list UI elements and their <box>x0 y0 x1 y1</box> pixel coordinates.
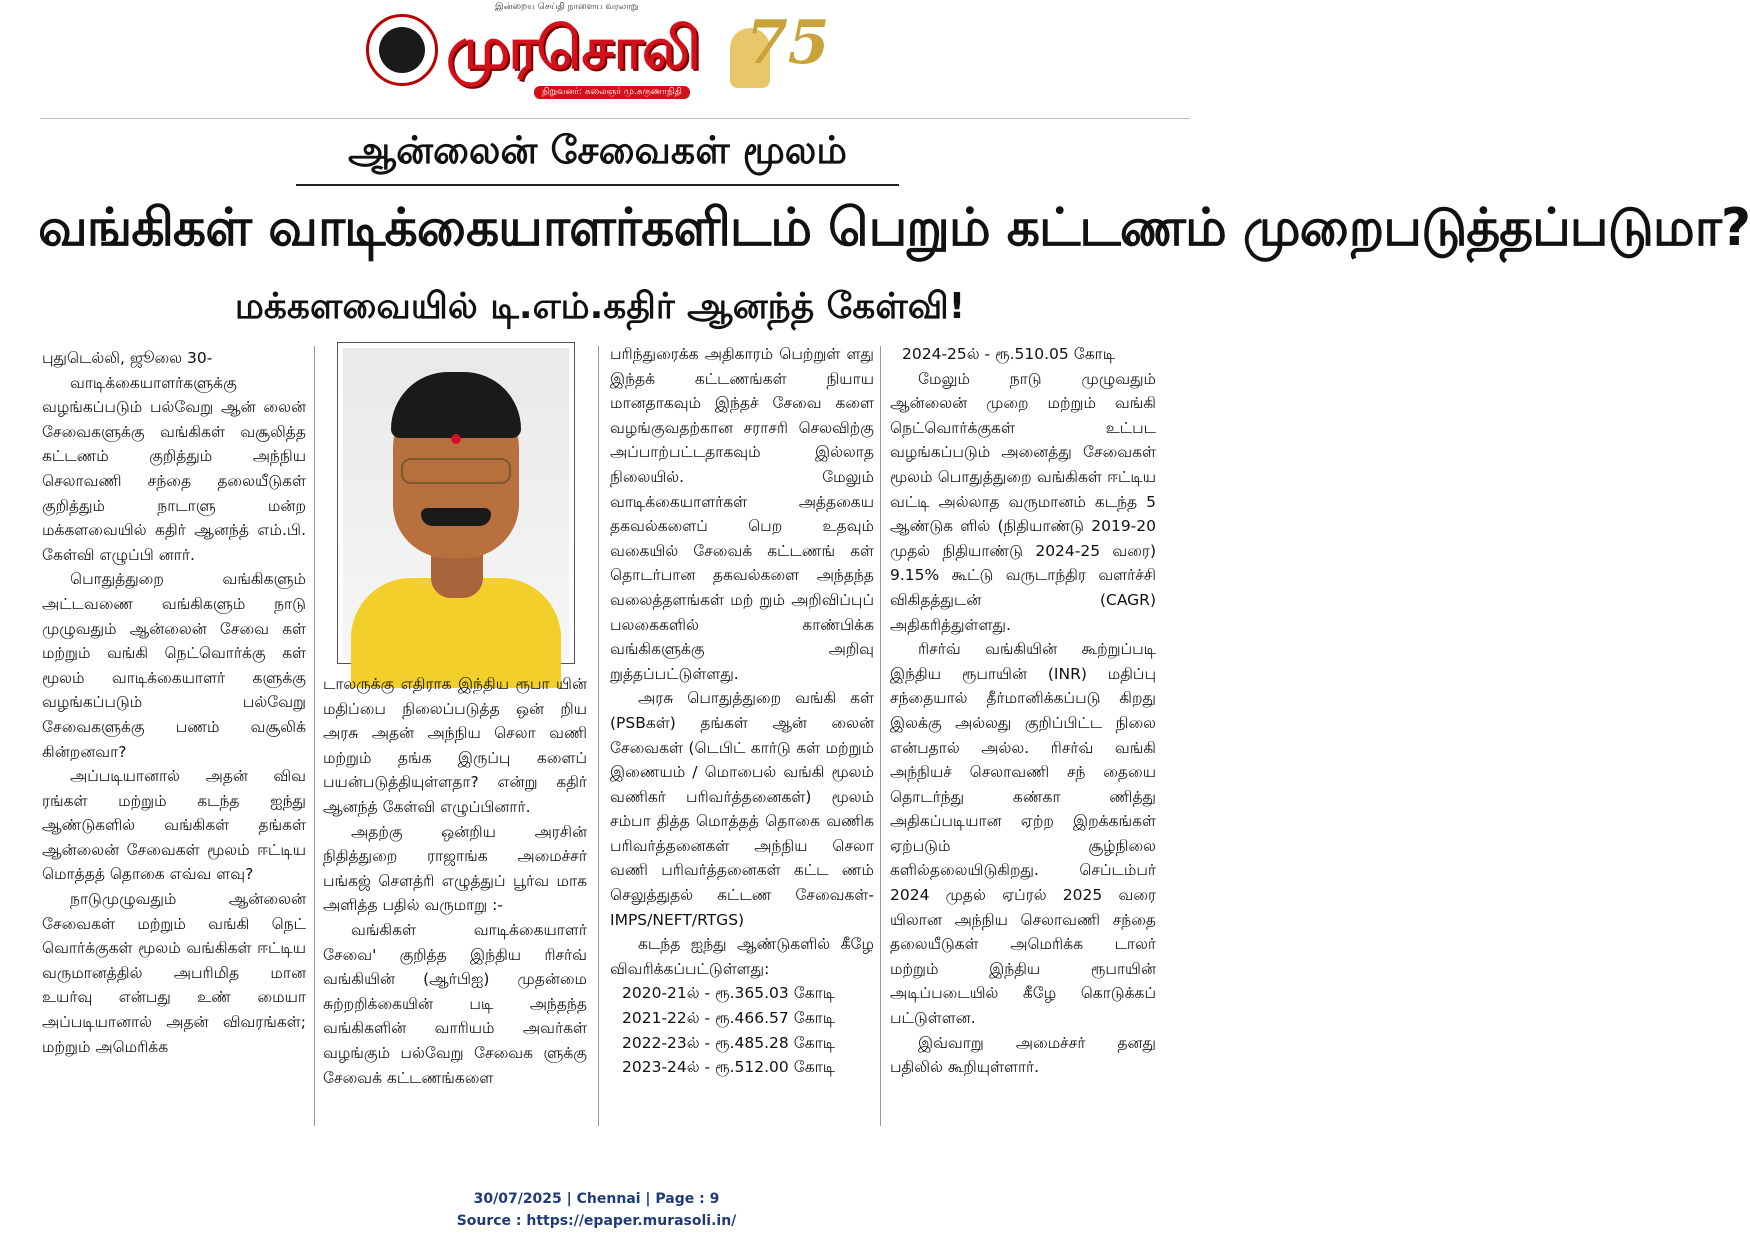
paragraph: டாலருக்கு எதிராக இந்திய ரூபா யின் மதிப்பை நிலைப்படுத்த ஒன் றிய அரசு அதன் அந்நிய செலா வணி மற்றும் தங்க இருப்பு களைப் பயன்படுத்தியுள்ளதா? என்று கதிர் ஆனந்த் கேள்வி எழுப்பினார். <box>323 675 587 816</box>
article-column-2 <box>323 672 587 1090</box>
paragraph: இவ்வாறு அமைச்சர் தனது பதிலில் கூறியுள்ளார். <box>890 1033 1156 1077</box>
party-seal-icon <box>366 14 438 86</box>
footer-dateline: 30/07/2025 | Chennai | Page : 9 <box>473 1191 720 1207</box>
paragraph: அரசு பொதுத்துறை வங்கி கள் (PSBகள்) தங்கள் ஆன் லைன் சேவைகள் (டெபிட் கார்டு கள் மற்றும் இணையம் / மொபைல் வங்கி மூலம் வணிகர் பரிவர்த்தனைகள்) மூலம் சம்பா தித்த மொத்தத் தொகை வணிக பரிவர்த்தனைகள் அந்நிய செலா வணி பரிவர்த்தனைகள் கட்ட ணம் செலுத்துதல் கட்டண சேவைகள்-IMPS/NEFT/RTGS) <box>610 689 874 929</box>
earnings-row: 2023-24ல் - ரூ.512.00 கோடி <box>622 1058 836 1077</box>
paragraph: வாடிக்கையாளர்களுக்கு வழங்கப்படும் பல்வேறு ஆன் லைன் சேவைகளுக்கு வங்கிகள் வசூலித்த கட்டணம் குறித்தும் அந்நிய செலாவணி சந்தை தலையீடுகள் குறித்தும் நாடாளு மன்ற மக்களவையில் கதிர் ஆனந்த் எம்.பி. கேள்வி எழுப்பி னார். <box>42 373 306 564</box>
column-divider <box>314 346 315 1126</box>
paragraph: நாடுமுழுவதும் ஆன்லைன் சேவைகள் மற்றும் வங்கி நெட் வொர்க்குகள் மூலம் வங்கிகள் ஈட்டிய வருமானத்தில் அபரிமித மான உயர்வு என்பது உண் மையா அப்படியானால் அதன் விவரங்கள்; மற்றும் அமெரிக்க <box>42 890 306 1056</box>
paragraph: பொதுத்துறை வங்கிகளும் அட்டவணை வங்கிகளும் நாடு முழுவதும் ஆன்லைன் சேவை கள் மற்றும் வங்கி நெட்வொர்க்கு கள் மூலம் வாடிக்கையாளர் களுக்கு வழங்கப்படும் பல்வேறு சேவைகளுக்கு பணம் வசூலிக் கின்றனவா? <box>42 570 306 761</box>
page-footer <box>0 1188 1193 1232</box>
masthead <box>0 0 1193 118</box>
paragraph: பரிந்துரைக்க அதிகாரம் பெற்றுள் ளது இந்தக் கட்டணங்கள் நியாய மானதாகவும் இந்தச் சேவை களை வழங்குவதற்கான சராசரி செலவிற்கு அப்பாற்பட்டதாகவும் இல்லாத நிலையில். மேலும் வாடிக்கையாளர்கள் அத்தகைய தகவல்களைப் பெற உதவும் வகையில் சேவைக் கட்டணங் கள் தொடர்பான தகவல்களை அந்தந்த வலைத்தளங்கள் மற் றும் அறிவிப்புப் பலகைகளில் காண்பிக்க வங்கிகளுக்கு அறிவு றுத்தப்பட்டுள்ளது. <box>610 345 874 683</box>
paragraph: கடந்த ஐந்து ஆண்டுகளில் கீழே விவரிக்கப்பட்டுள்ளது: <box>610 935 874 978</box>
paragraph: அப்படியானால் அதன் விவ ரங்கள் மற்றும் கடந்த ஐந்து ஆண்டுகளில் வங்கிகள் தங்கள் ஆன்லைன் சேவைகள் மூலம் ஈட்டிய மொத்தத் தொகை எவ்வ ளவு? <box>42 767 306 884</box>
paragraph: அதற்கு ஒன்றிய அரசின் நிதித்துறை ராஜாங்க அமைச்சர் பங்கஜ் சௌத்ரி எழுத்துப் பூர்வ மாக அளித்த பதில் வருமாறு :- <box>323 822 587 915</box>
dateline: புதுடெல்லி, ஜூலை 30- <box>42 349 213 367</box>
article-headline: வங்கிகள் வாடிக்கையாளர்களிடம் பெறும் கட்டணம் முறைபடுத்தப்படுமா? <box>38 198 1750 258</box>
paragraph: மேலும் நாடு முழுவதும் ஆன்லைன் முறை மற்றும் வங்கி நெட்வொர்க்குகள் உட்பட வழங்கப்படும் அனைத்து சேவைகள் மூலம் பொதுத்துறை வங்கிகள் ஈட்டிய வட்டி அல்லாத வருமானம் கடந்த 5 ஆண்டுக ளில் (நிதியாண்டு 2019-20 முதல் நிதியாண்டு 2024-25 வரை) 9.15% கூட்டு வருடாந்திர வளர்ச்சி விகிதத்துடன் (CAGR) அதிகரித்துள்ளது. <box>890 369 1156 634</box>
article-column-3 <box>610 342 874 1080</box>
masthead-divider <box>40 118 1190 119</box>
footer-source-link[interactable]: Source : https://epaper.murasoli.in/ <box>456 1213 737 1229</box>
logo-text: முரசொலி <box>446 14 699 82</box>
column-divider <box>880 346 881 1126</box>
portrait-photo-icon <box>343 348 569 658</box>
article-column-4 <box>890 342 1156 1080</box>
newspaper-logo <box>446 10 728 100</box>
earnings-row: 2021-22ல் - ரூ.466.57 கோடி <box>622 1009 836 1028</box>
article-kicker: ஆன்லைன் சேவைகள் மூலம் <box>296 128 899 186</box>
earnings-row: 2024-25ல் - ரூ.510.05 கோடி <box>902 345 1116 363</box>
column-divider <box>598 346 599 1126</box>
earnings-row: 2022-23ல் - ரூ.485.28 கோடி <box>622 1033 836 1052</box>
article-subhead: மக்களவையில் டி.எம்.கதிர் ஆனந்த் கேள்வி! <box>234 286 966 327</box>
article-column-1 <box>42 346 306 1059</box>
logo-subtitle: நிறுவனர்: கலைஞர் மு.கருணாநிதி <box>534 86 690 99</box>
anniversary-emblem <box>730 8 830 104</box>
masthead-tagline: இன்றைய செய்தி நாளைய வரலாறு <box>495 2 639 12</box>
earnings-row: 2020-21ல் - ரூ.365.03 கோடி <box>622 984 836 1003</box>
anniversary-number: 75 <box>746 8 830 78</box>
paragraph: ரிசர்வ் வங்கியின் கூற்றுப்படி இந்திய ரூபாயின் (INR) மதிப்பு சந்தையால் தீர்மானிக்கப்படு கிறது இலக்கு அல்லது குறிப்பிட்ட நிலை என்பதால் அல்ல. ரிசர்வ் வங்கி அந்நியச் செலாவணி சந் தையை தொடர்ந்து கண்கா ணித்து அதிகப்படியான ஏற்ற இறக்கங்கள் ஏற்படும் சூழ்நிலை களில்தலையிடுகிறது. செப்டம்பர் 2024 முதல் ஏப்ரல் 2025 வரை யிலான அந்நிய செலாவணி சந்தை தலையீடுகள் அமெரிக்க டாலர் மற்றும் இந்திய ரூபாயின் அடிப்படையில் கீழே கொடுக்கப் பட்டுள்ளன. <box>890 640 1156 1028</box>
mp-photo <box>337 342 575 664</box>
paragraph: வங்கிகள் வாடிக்கையாளர் சேவை' குறித்த இந்திய ரிசர்வ் வங்கியின் (ஆர்பிஐ) முதன்மை சுற்றறிக்கையின் படி அந்தந்த வங்கிகளின் வாரியம் அவர்கள் வழங்கும் பல்வேறு சேவைக ளுக்கு சேவைக் கட்டணங்களை <box>323 920 587 1087</box>
